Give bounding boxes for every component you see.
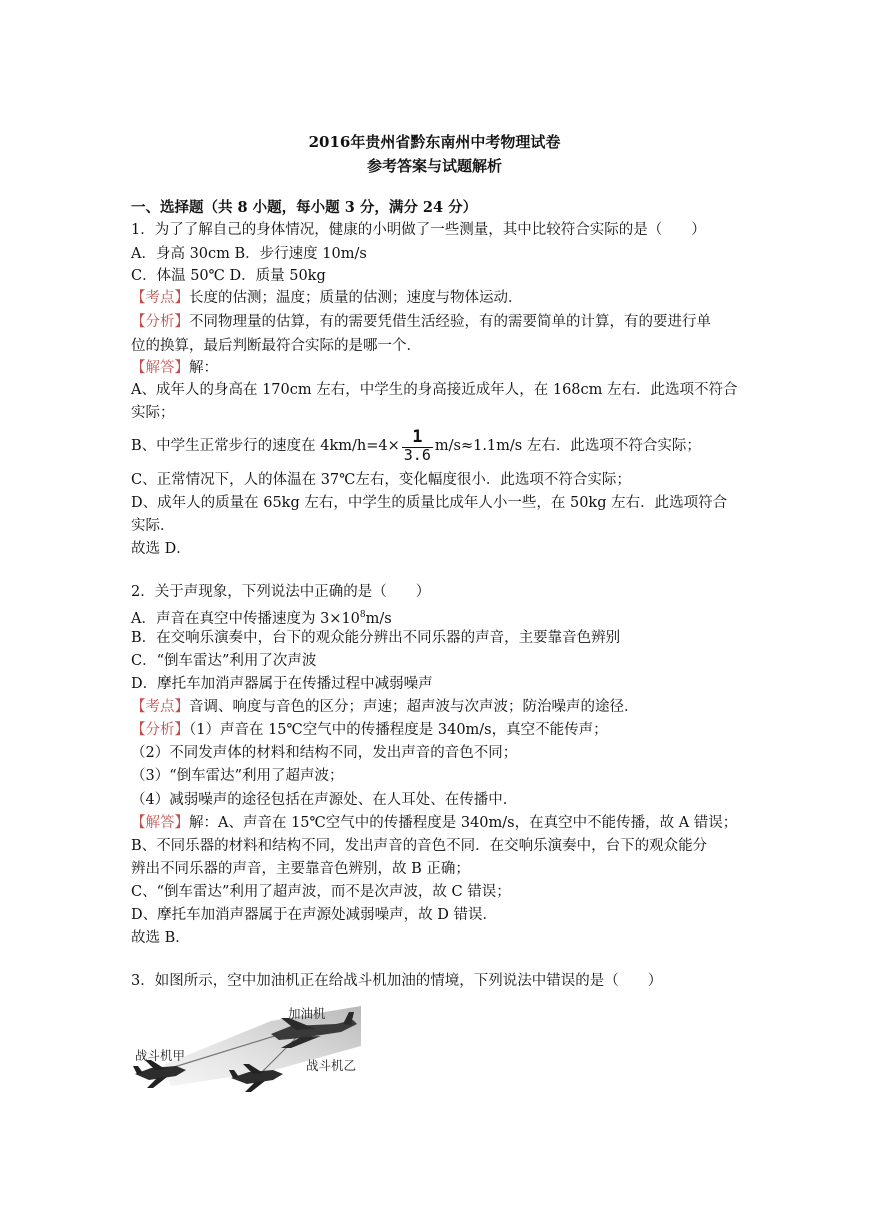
page-subtitle: 参考答案与试题解析 xyxy=(366,157,502,175)
q1-analysis-d: D、成年人的质量在 65kg 左右，中学生的质量比成年人小一些，在 50kg 左右．此选项符合 xyxy=(131,495,728,511)
q2-answer: 故选 B． xyxy=(131,930,190,946)
b-post: m/s≈1.1m/s 左右．此选项不符合实际； xyxy=(434,438,701,454)
section-heading: 一、选择题（共 8 小题，每小题 3 分，满分 24 分） xyxy=(131,199,478,216)
q1-jieda xyxy=(131,358,218,378)
jieda-text: 解： xyxy=(189,360,218,376)
q1-analysis-b xyxy=(131,428,701,464)
fenxi-tag: 【分析】 xyxy=(131,722,189,738)
q2-jieda-5: D、摩托车加消声器属于在声源处减弱噪声，故 D 错误． xyxy=(131,907,497,923)
q1-analysis-a-cont: 实际； xyxy=(131,405,175,421)
label-fighter-a: 战斗机甲 xyxy=(135,1048,186,1063)
q3-question: 3．如图所示，空中加油机正在给战斗机加油的情境，下列说法中错误的是（ ） xyxy=(131,973,663,989)
q2-jieda xyxy=(131,813,737,833)
opt-a-text: A．声音在真空中传播速度为 3×10 xyxy=(131,611,360,627)
q2-jieda-4: C、“倒车雷达”利用了超声波，而不是次声波，故 C 错误； xyxy=(131,884,511,900)
kaodian-text: 长度的估测；温度；质量的估测；速度与物体运动． xyxy=(189,290,523,306)
kaodian-tag: 【考点】 xyxy=(131,290,189,306)
q1-fenxi-cont: 位的换算，最后判断最符合实际的是哪一个． xyxy=(131,338,421,354)
q1-answer: 故选 D． xyxy=(131,541,191,557)
jieda-tag: 【解答】 xyxy=(131,360,189,376)
q1-fenxi xyxy=(131,312,711,332)
q2-question: 2．关于声现象，下列说法中正确的是（ ） xyxy=(131,584,431,600)
q2-fenxi-2: （2）不同发声体的材料和结构不同，发出声音的音色不同； xyxy=(131,745,518,761)
jieda-text: 解：A、声音在 15℃空气中的传播程度是 340m/s，在真空中不能传播，故 A 错误； xyxy=(189,815,738,831)
q1-kaodian xyxy=(131,288,523,308)
kaodian-text: 音调、响度与音色的区分；声速；超声波与次声波；防治噪声的途径． xyxy=(189,699,639,715)
fraction-numerator: 1 xyxy=(412,426,423,447)
q2-jieda-3: 辨出不同乐器的声音，主要靠音色辨别，故 B 正确； xyxy=(131,861,470,877)
fenxi-tag: 【分析】 xyxy=(131,314,189,330)
q2-fenxi-3: （3）“倒车雷达”利用了超声波； xyxy=(131,768,344,784)
jieda-tag: 【解答】 xyxy=(131,815,189,831)
q2-fenxi-4: （4）减弱噪声的途径包括在声源处、在人耳处、在传播中． xyxy=(131,792,518,808)
q2-option-c: C．“倒车雷达”利用了次声波 xyxy=(131,653,317,669)
opt-a-unit: m/s xyxy=(365,611,392,627)
q2-fenxi xyxy=(131,720,608,740)
q2-jieda-2: B、不同乐器的材料和结构不同，发出声音的音色不同．在交响乐演奏中，台下的观众能分 xyxy=(131,838,708,854)
fenxi-text: 不同物理量的估算，有的需要凭借生活经验，有的需要简单的计算，有的要进行单 xyxy=(189,314,711,330)
page-title: 2016年贵州省黔东南州中考物理试卷 xyxy=(308,133,561,151)
q2-kaodian xyxy=(131,697,639,717)
q2-option-a xyxy=(131,605,392,629)
label-fighter-b: 战斗机乙 xyxy=(306,1058,357,1073)
label-tanker: 加油机 xyxy=(288,1006,326,1021)
q1-analysis-a: A、成年人的身高在 170cm 左右，中学生的身高接近成年人，在 168cm 左右．此选项不符合 xyxy=(131,382,738,398)
q2-option-d: D．摩托车加消声器属于在传播过程中减弱噪声 xyxy=(131,676,433,692)
b-pre: B、中学生正常步行的速度在 4km/h=4× xyxy=(131,438,400,454)
q1-options-cd: C．体温 50℃ D．质量 50kg xyxy=(131,268,326,284)
q1-analysis-d-cont: 实际． xyxy=(131,518,175,534)
exponent: 8 xyxy=(359,610,366,620)
kaodian-tag: 【考点】 xyxy=(131,699,189,715)
q2-option-b: B．在交响乐演奏中，台下的观众能分辨出不同乐器的声音，主要靠音色辨别 xyxy=(131,630,621,646)
fraction xyxy=(402,426,433,464)
q1-analysis-c: C、正常情况下，人的体温在 37℃左右，变化幅度很小．此选项不符合实际； xyxy=(131,472,631,488)
refueling-figure xyxy=(131,996,361,1096)
q1-question: 1．为了了解自己的身体情况，健康的小明做了一些测量，其中比较符合实际的是（ ） xyxy=(131,222,706,238)
q1-options-ab: A．身高 30cm B．步行速度 10m/s xyxy=(131,246,367,262)
fenxi-text: （1）声音在 15℃空气中的传播程度是 340m/s，真空不能传声； xyxy=(189,722,608,738)
fraction-denominator: 3.6 xyxy=(403,445,431,464)
